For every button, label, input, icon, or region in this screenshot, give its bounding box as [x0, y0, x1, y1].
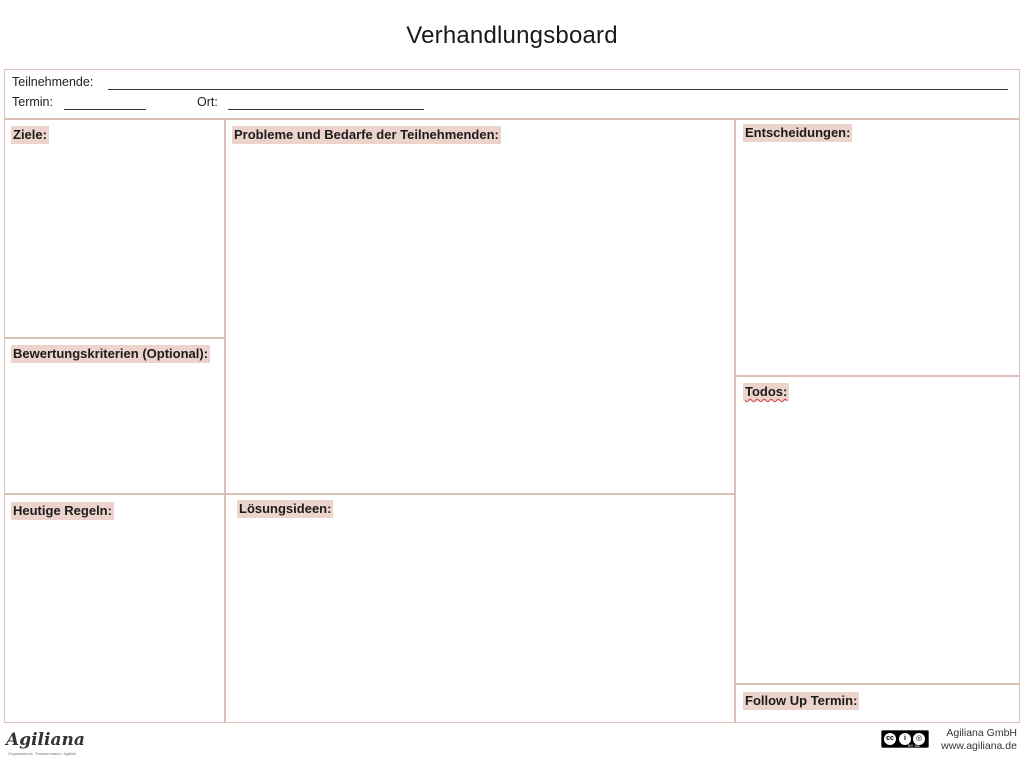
section-ziele: Ziele:	[13, 127, 47, 142]
divider-left-column	[224, 118, 226, 723]
section-probleme: Probleme und Bedarfe der Teilnehmenden:	[234, 127, 499, 142]
date-label: Termin:	[12, 95, 53, 109]
divider-ziele-bewertung	[4, 337, 225, 339]
divider-right-column	[734, 118, 736, 723]
divider-header	[4, 118, 1020, 120]
section-todos: Todos:	[745, 384, 788, 399]
section-follow-up: Follow Up Termin:	[745, 693, 858, 708]
page-title: Verhandlungsboard	[406, 22, 618, 49]
place-line[interactable]	[228, 109, 424, 110]
divider-probleme-loesungen	[224, 493, 735, 495]
participants-label: Teilnehmende:	[12, 75, 94, 89]
date-line[interactable]	[64, 109, 146, 110]
negotiation-board	[4, 69, 1020, 723]
company-name: Agiliana GmbH	[946, 727, 1017, 739]
divider-entscheidungen-todos	[734, 375, 1020, 377]
cc-by-sa-icon: cc i ◎ BY SA	[881, 730, 929, 748]
place-label: Ort:	[197, 95, 218, 109]
section-heutige-regeln: Heutige Regeln:	[13, 503, 112, 518]
logo-tagline: Organisations. Transformation. Agilität.	[8, 751, 77, 756]
section-bewertungskriterien: Bewertungskriterien (Optional):	[13, 346, 209, 361]
section-entscheidungen: Entscheidungen:	[745, 125, 851, 140]
divider-todos-followup	[734, 683, 1020, 685]
agiliana-logo: Agiliana	[6, 730, 85, 750]
section-loesungsideen: Lösungsideen:	[239, 501, 332, 516]
participants-line[interactable]	[108, 89, 1008, 90]
company-info	[937, 727, 1017, 753]
divider-bewertung-regeln	[4, 493, 225, 495]
company-website[interactable]: www.agiliana.de	[941, 740, 1017, 752]
